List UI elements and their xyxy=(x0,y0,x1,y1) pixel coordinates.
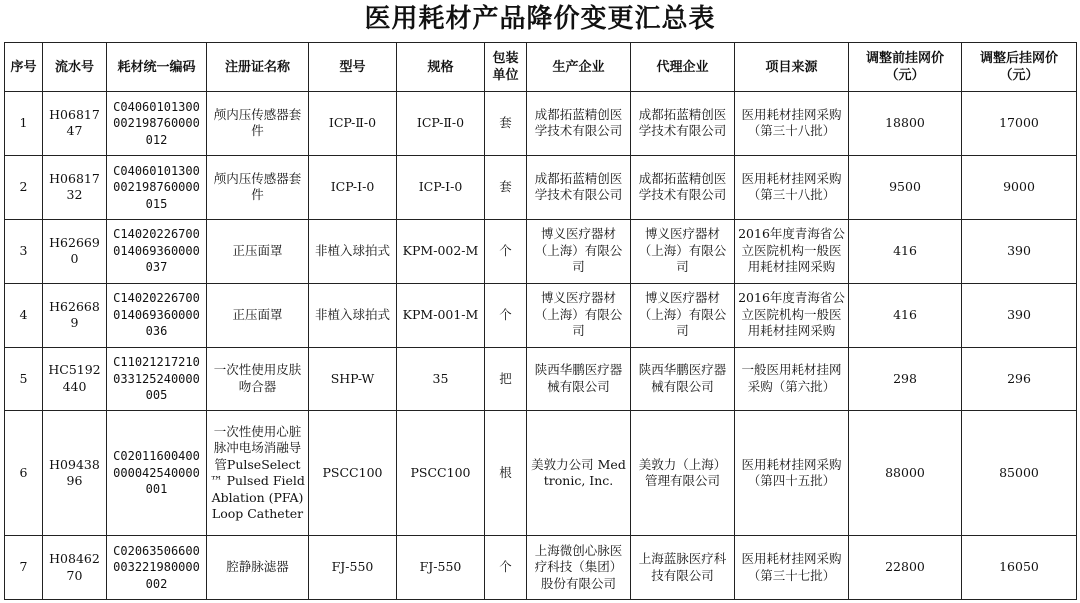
cell-code: C14020226700014069360000036 xyxy=(107,283,207,347)
header-code: 耗材统一编码 xyxy=(107,43,207,92)
cell-serial: H626689 xyxy=(43,283,107,347)
table-row xyxy=(5,283,1077,347)
cell-price-after: 85000 xyxy=(962,411,1077,536)
cell-no: 1 xyxy=(5,92,43,156)
cell-unit: 个 xyxy=(485,536,527,600)
header-name: 注册证名称 xyxy=(207,43,309,92)
table-row xyxy=(5,92,1077,156)
cell-price-after: 9000 xyxy=(962,155,1077,219)
cell-price-before: 298 xyxy=(849,347,962,411)
cell-name: 颅内压传感器套件 xyxy=(207,92,309,156)
cell-price-after: 17000 xyxy=(962,92,1077,156)
cell-code: C04060101300002198760000012 xyxy=(107,92,207,156)
cell-manufacturer: 陕西华鹏医疗器械有限公司 xyxy=(527,347,631,411)
table-header-row xyxy=(5,43,1077,92)
cell-source: 医用耗材挂网采购（第三十八批） xyxy=(735,155,849,219)
cell-serial: H626690 xyxy=(43,219,107,283)
header-spec: 规格 xyxy=(397,43,485,92)
cell-source: 一般医用耗材挂网采购（第六批） xyxy=(735,347,849,411)
cell-no: 5 xyxy=(5,347,43,411)
cell-no: 6 xyxy=(5,411,43,536)
cell-name: 正压面罩 xyxy=(207,283,309,347)
cell-model: ICP-Ⅱ-0 xyxy=(309,92,397,156)
header-serial: 流水号 xyxy=(43,43,107,92)
cell-unit: 套 xyxy=(485,155,527,219)
cell-agent: 美敦力（上海）管理有限公司 xyxy=(631,411,735,536)
cell-manufacturer: 成都拓蓝精创医学技术有限公司 xyxy=(527,155,631,219)
cell-model: 非植入球拍式 xyxy=(309,219,397,283)
cell-no: 7 xyxy=(5,536,43,600)
cell-spec: KPM-001-M xyxy=(397,283,485,347)
cell-unit: 套 xyxy=(485,92,527,156)
table-row xyxy=(5,155,1077,219)
cell-unit: 个 xyxy=(485,283,527,347)
cell-source: 医用耗材挂网采购（第三十七批） xyxy=(735,536,849,600)
table-row xyxy=(5,411,1077,536)
cell-spec: 35 xyxy=(397,347,485,411)
cell-spec: KPM-002-M xyxy=(397,219,485,283)
header-unit: 包装单位 xyxy=(485,43,527,92)
cell-manufacturer: 美敦力公司 Medtronic, Inc. xyxy=(527,411,631,536)
cell-model: FJ-550 xyxy=(309,536,397,600)
cell-model: PSCC100 xyxy=(309,411,397,536)
header-source: 项目来源 xyxy=(735,43,849,92)
cell-model: SHP-W xyxy=(309,347,397,411)
cell-name: 腔静脉滤器 xyxy=(207,536,309,600)
cell-serial: H0943896 xyxy=(43,411,107,536)
cell-source: 医用耗材挂网采购（第三十八批） xyxy=(735,92,849,156)
cell-price-before: 416 xyxy=(849,283,962,347)
cell-unit: 根 xyxy=(485,411,527,536)
header-price-before: 调整前挂网价（元） xyxy=(849,43,962,92)
cell-agent: 陕西华鹏医疗器械有限公司 xyxy=(631,347,735,411)
cell-spec: FJ-550 xyxy=(397,536,485,600)
cell-manufacturer: 博义医疗器材（上海）有限公司 xyxy=(527,283,631,347)
page-title: 医用耗材产品降价变更汇总表 xyxy=(364,4,716,34)
cell-spec: ICP-Ⅰ-0 xyxy=(397,155,485,219)
cell-name: 正压面罩 xyxy=(207,219,309,283)
cell-price-after: 16050 xyxy=(962,536,1077,600)
cell-price-before: 88000 xyxy=(849,411,962,536)
table-row xyxy=(5,536,1077,600)
cell-code: C11021217210033125240000005 xyxy=(107,347,207,411)
cell-agent: 成都拓蓝精创医学技术有限公司 xyxy=(631,92,735,156)
cell-no: 3 xyxy=(5,219,43,283)
cell-price-before: 9500 xyxy=(849,155,962,219)
cell-manufacturer: 上海微创心脉医疗科技（集团）股份有限公司 xyxy=(527,536,631,600)
cell-spec: PSCC100 xyxy=(397,411,485,536)
cell-code: C02011600400000042540000001 xyxy=(107,411,207,536)
price-change-table xyxy=(4,42,1077,600)
table-row xyxy=(5,219,1077,283)
cell-price-before: 18800 xyxy=(849,92,962,156)
cell-name: 一次性使用心脏脉冲电场消融导管PulseSelect™ Pulsed Field Ablation (PFA) Loop Catheter xyxy=(207,411,309,536)
cell-spec: ICP-Ⅱ-0 xyxy=(397,92,485,156)
cell-code: C14020226700014069360000037 xyxy=(107,219,207,283)
cell-price-after: 296 xyxy=(962,347,1077,411)
cell-code: C04060101300002198760000015 xyxy=(107,155,207,219)
cell-manufacturer: 成都拓蓝精创医学技术有限公司 xyxy=(527,92,631,156)
cell-agent: 成都拓蓝精创医学技术有限公司 xyxy=(631,155,735,219)
cell-model: ICP-Ⅰ-0 xyxy=(309,155,397,219)
cell-price-before: 416 xyxy=(849,219,962,283)
cell-agent: 上海蓝脉医疗科技有限公司 xyxy=(631,536,735,600)
cell-agent: 博义医疗器材（上海）有限公司 xyxy=(631,283,735,347)
cell-source: 2016年度青海省公立医院机构一般医用耗材挂网采购 xyxy=(735,283,849,347)
cell-no: 2 xyxy=(5,155,43,219)
cell-unit: 个 xyxy=(485,219,527,283)
cell-manufacturer: 博义医疗器材（上海）有限公司 xyxy=(527,219,631,283)
cell-serial: HC5192440 xyxy=(43,347,107,411)
header-model: 型号 xyxy=(309,43,397,92)
cell-no: 4 xyxy=(5,283,43,347)
cell-source: 医用耗材挂网采购（第四十五批） xyxy=(735,411,849,536)
header-no: 序号 xyxy=(5,43,43,92)
table-row xyxy=(5,347,1077,411)
header-price-after: 调整后挂网价（元） xyxy=(962,43,1077,92)
cell-price-before: 22800 xyxy=(849,536,962,600)
cell-name: 颅内压传感器套件 xyxy=(207,155,309,219)
header-agent: 代理企业 xyxy=(631,43,735,92)
cell-unit: 把 xyxy=(485,347,527,411)
cell-model: 非植入球拍式 xyxy=(309,283,397,347)
cell-price-after: 390 xyxy=(962,283,1077,347)
cell-serial: H0681747 xyxy=(43,92,107,156)
cell-serial: H0681732 xyxy=(43,155,107,219)
cell-code: C02063506600003221980000002 xyxy=(107,536,207,600)
cell-source: 2016年度青海省公立医院机构一般医用耗材挂网采购 xyxy=(735,219,849,283)
cell-serial: H0846270 xyxy=(43,536,107,600)
header-manufacturer: 生产企业 xyxy=(527,43,631,92)
cell-agent: 博义医疗器材（上海）有限公司 xyxy=(631,219,735,283)
cell-name: 一次性使用皮肤吻合器 xyxy=(207,347,309,411)
cell-price-after: 390 xyxy=(962,219,1077,283)
